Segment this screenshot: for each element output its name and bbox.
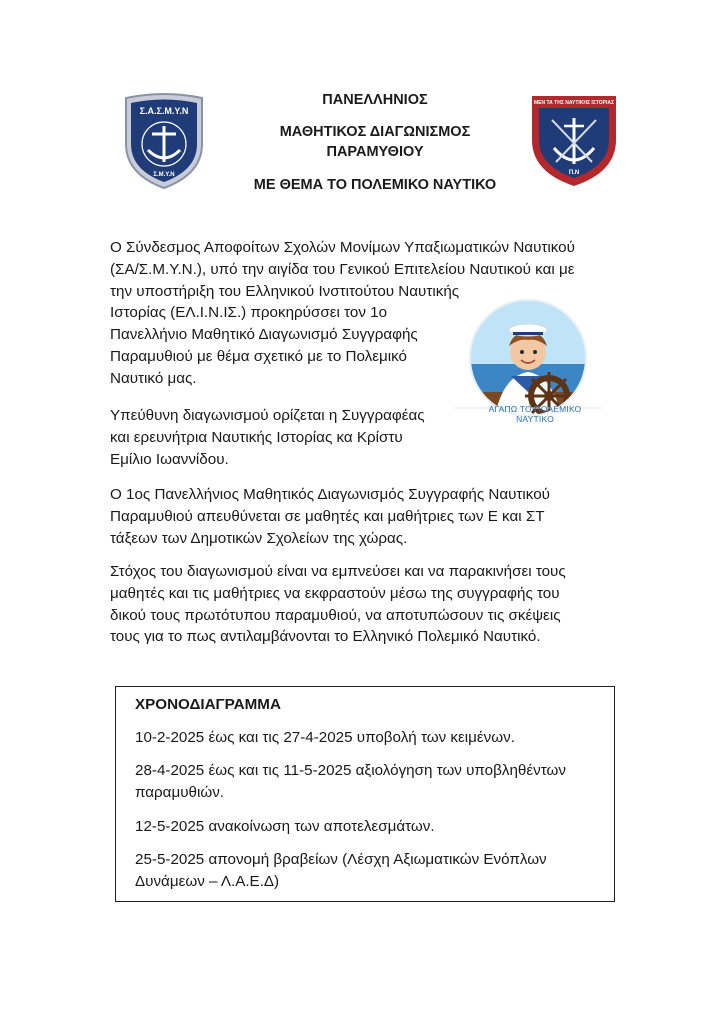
goal-line: μαθητές και τις μαθήτριες να εκφραστούν μέσω της συγγραφής του <box>110 584 560 602</box>
audience-line: Ο 1ος Πανελλήνιος Μαθητικός Διαγωνισμός Συγγραφής Ναυτικού <box>110 486 550 503</box>
timeline-item-awards: 25-5-2025 απονομή βραβείων (Λέσχη Αξιωματικών Ενόπλων <box>135 851 547 868</box>
timeline-item-awards-cont: Δυνάμεων – Λ.Α.Ε.Δ) <box>135 873 280 890</box>
illustration-caption: ΑΓΑΠΩ ΤΟ ΠΟΛΕΜΙΚΟ ΝΑΥΤΙΚΟ <box>488 404 582 424</box>
goal-line: Στόχος του διαγωνισμού είναι να εμπνεύσει και να παρακινήσει τους <box>110 563 566 580</box>
intro-line: Ναυτικό μας. <box>110 369 197 387</box>
intro-line: (ΣΑ/Σ.Μ.Υ.Ν.), υπό την αιγίδα του Γενικού Επιτελείου Ναυτικού και με <box>110 260 575 278</box>
goal-line: δικού τους πρωτότυπου παραμυθιού, να αποτυπώσουν τις σκέψεις <box>110 606 561 624</box>
right-logo-bottom-text: Π.Ν <box>568 170 580 176</box>
intro-line: Ιστορίας (ΕΛ.Ι.Ν.ΙΣ.) προκηρύσσει τον 1ο <box>110 304 388 322</box>
left-logo-top-text: Σ.Α.Σ.Μ.Υ.Ν <box>139 106 189 116</box>
audience-paragraph <box>110 484 550 549</box>
intro-line: την υποστήριξη του Ελληνικού Ινστιτούτου Ναυτικής <box>110 282 460 300</box>
left-logo-bottom-text: Σ.Μ.Υ.Ν <box>153 172 175 178</box>
timeline-item-evaluation-cont: παραμυθιών. <box>135 784 225 801</box>
intro-line: Πανελλήνιο Μαθητικό Διαγωνισμό Συγγραφής <box>110 326 418 344</box>
timeline-item-submission: 10-2-2025 έως και τις 27-4-2025 υποβολή των κειμένων. <box>135 729 515 746</box>
timeline-item-announcement: 12-5-2025 ανακοίνωση των αποτελεσμάτων. <box>135 818 435 835</box>
audience-line: τάξεων των Δημοτικών Σχολείων της χώρας. <box>110 529 408 547</box>
intro-line: Παραμυθιού με θέμα σχετικό με το Πολεμικό <box>110 347 407 365</box>
organizer-line: Εμίλιο Ιωαννίδου. <box>110 450 229 468</box>
organizer-paragraph <box>110 405 425 470</box>
intro-line: Ο Σύνδεσμος Αποφοίτων Σχολών Μονίμων Υπαξιωματικών Ναυτικού <box>110 239 575 256</box>
organizer-line: Υπεύθυνη διαγωνισμού ορίζεται η Συγγραφέας <box>110 407 425 424</box>
timeline-item-evaluation: 28-4-2025 έως και τις 11-5-2025 αξιολόγηση των υποβληθέντων <box>135 762 566 779</box>
title-line-3: ΠΑΡΑΜΥΘΙΟΥ <box>326 144 424 160</box>
goal-line: τους για το πως αντιλαμβάνονται το Ελληνικό Πολεμικό Ναυτικό. <box>110 628 541 646</box>
organizer-line: και ερευνήτρια Ναυτικής Ιστορίας κα Κρίστυ <box>110 428 403 446</box>
timeline-title: ΧΡΟΝΟΔΙΑΓΡΑΜΜΑ <box>135 696 281 713</box>
audience-line: Παραμυθιού απευθύνεται σε μαθητές και μαθήτριες των Ε και ΣΤ <box>110 507 545 525</box>
title-line-4: ΜΕ ΘΕΜΑ ΤΟ ΠΟΛΕΜΙΚΟ ΝΑΥΤΙΚΟ <box>253 177 497 193</box>
navy-history-emblem <box>528 90 620 188</box>
sasmyn-emblem <box>118 92 210 190</box>
goal-paragraph <box>110 561 566 648</box>
title-line-1: ΠΑΝΕΛΛΗΝΙΟΣ <box>322 92 428 108</box>
timeline-box <box>115 686 615 902</box>
title-line-2: ΜΑΘΗΤΙΚΟΣ ΔΙΑΓΩΝΙΣΜΟΣ <box>279 124 471 140</box>
right-logo-top-text: ΜΕΝ ΤΑ ΤΗΣ ΝΑΥΤΙΚΗΣ ΙΣΤΟΡΙΑΣ <box>534 100 614 106</box>
